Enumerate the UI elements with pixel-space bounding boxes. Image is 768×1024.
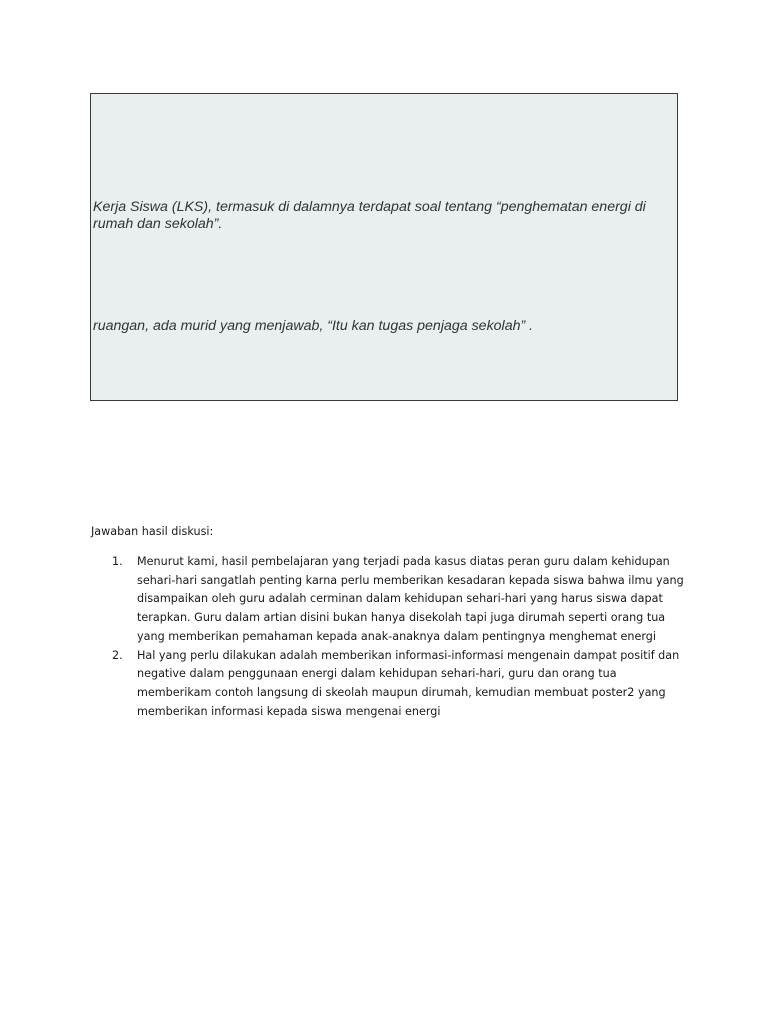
answer-item-1 — [91, 553, 691, 647]
answer-item-text: Hal yang perlu dilakukan adalah memberikan informasi-informasi mengenain dampat positif dan negative dalam penggunaan energi dalam kehidupan sehari-hari, guru dan orang tua memberikam contoh langsung di skeolah maupun dirumah, kemudian membuat poster2 yang memberikan informasi kepada siswa mengenai energi — [137, 648, 680, 718]
case-paragraph-lks: Kerja Siswa (LKS), termasuk di dalamnya terdapat soal tentang “penghematan energi di rumah dan sekolah”. — [93, 199, 646, 232]
answer-item-2 — [91, 647, 691, 722]
answer-item-number: 2. — [112, 648, 123, 662]
answer-list — [91, 553, 691, 721]
answer-item-number: 1. — [112, 555, 123, 568]
case-paragraph-student-answer: ruangan, ada murid yang menjawab, “Itu kan tugas penjaga sekolah” . — [93, 318, 534, 334]
answer-item-text: Menurut kami, hasil pembelajaran yang terjadi pada kasus diatas peran guru dalam kehidupan sehari-hari sangatlah penting karna perlu memberikan kesadaran kepada siswa bahwa ilmu yang disampaikan oleh guru adalah cerminan dalam kehidupan sehari-hari yang harus siswa dapat terapkan. Guru dalam artian disini bukan hanya disekolah tapi juga dirumah seperti orang tua yang memberikan pemahaman kepada anak-anaknya dalam pentingnya menghemat energi — [137, 555, 684, 643]
case-study-box — [90, 93, 678, 401]
answers-heading: Jawaban hasil diskusi: — [91, 525, 214, 538]
